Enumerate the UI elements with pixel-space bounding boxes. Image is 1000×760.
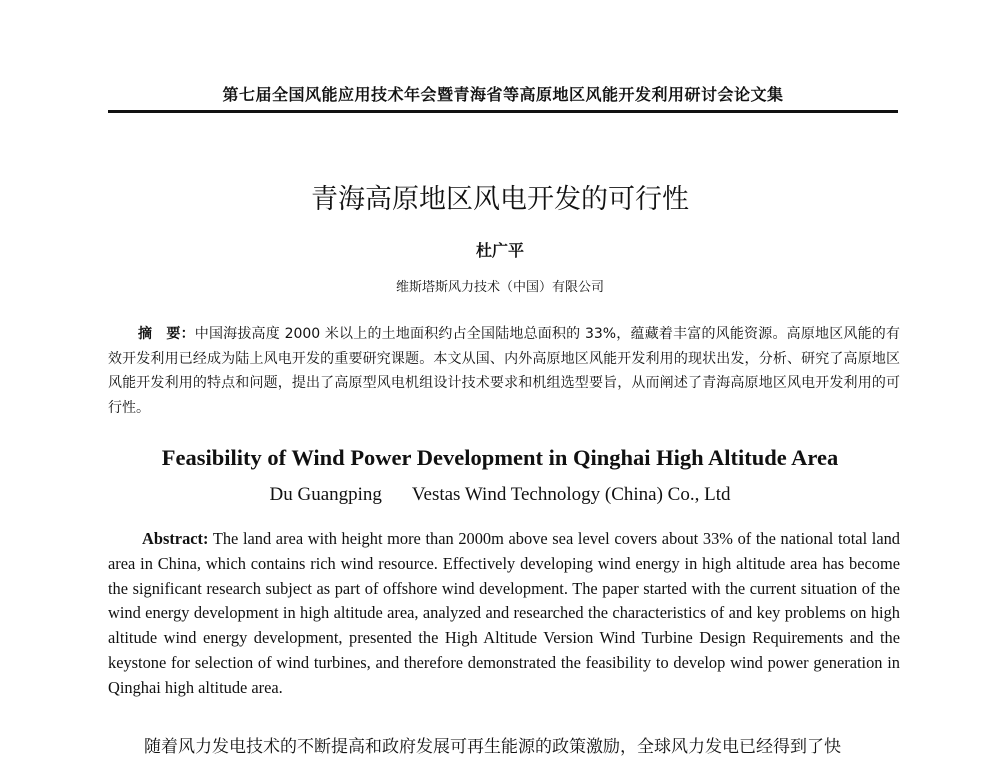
english-byline xyxy=(0,484,1000,506)
body-paragraph: 随着风力发电技术的不断提高和政府发展可再生能源的政策激励，全球风力发电已经得到了快 xyxy=(144,737,841,757)
english-abstract-text: The land area with height more than 2000m above sea level covers about 33% of the national total land area in China, which contains rich wind resource. Effectively developing wind energy in high altitude area has become the significant research subject as part of offshore wind development. The paper started with the current situation of the wind energy development in high altitude area, analyzed and researched the characteristics of and key problems on high altitude wind energy development, presented the High Altitude Version Wind Turbine Design Requirements and the keystone for selection of wind turbines, and therefore demonstrated the feasibility to develop wind power generation in Qinghai high altitude area. xyxy=(108,529,900,697)
header-rule xyxy=(108,110,898,113)
english-affiliation: Vestas Wind Technology (China) Co., Ltd xyxy=(411,484,731,505)
chinese-affiliation: 维斯塔斯风力技术（中国）有限公司 xyxy=(395,280,604,295)
chinese-abstract xyxy=(108,322,900,420)
english-abstract-label: Abstract: xyxy=(142,529,209,548)
english-title: Feasibility of Wind Power Development in Qinghai High Altitude Area xyxy=(161,445,839,470)
chinese-abstract-label: 摘 要： xyxy=(138,326,195,342)
english-abstract xyxy=(108,527,900,701)
chinese-abstract-text: 中国海拔高度 2000 米以上的土地面积约占全国陆地总面积的 33%，蕴藏着丰富的风能资源。高原地区风能的有效开发利用已经成为陆上风电开发的重要研究课题。本文从国、内外高原地区风能开发利用的现状出发，分析、研究了高原地区风能开发利用的特点和问题，提出了高原型风电机组设计技术要求和机组选型要旨，从而阐述了青海高原地区风电开发利用的可行性。 xyxy=(108,326,900,416)
running-header: 第七届全国风能应用技术年会暨青海省等高原地区风能开发利用研讨会论文集 xyxy=(222,85,784,104)
english-author: Du Guangping xyxy=(269,484,382,505)
chinese-author: 杜广平 xyxy=(475,241,524,260)
chinese-title: 青海高原地区风电开发的可行性 xyxy=(311,184,689,215)
